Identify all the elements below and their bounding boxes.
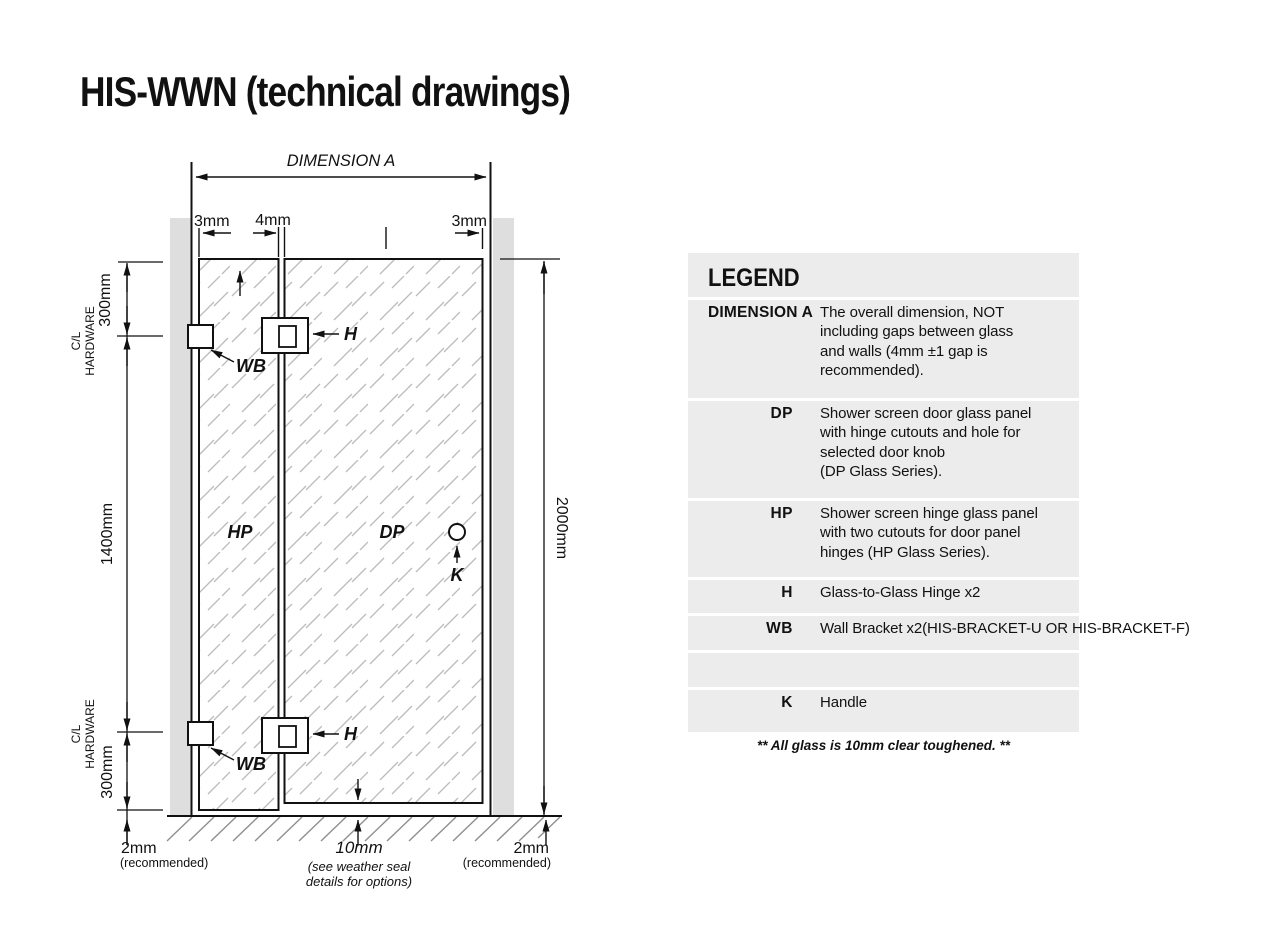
dp-panel-label: DP xyxy=(379,522,405,542)
legend-desc xyxy=(820,303,1079,381)
hinge-top-label: H xyxy=(344,324,357,344)
legend-desc-line: including gaps between glass xyxy=(820,323,1014,341)
legend-desc xyxy=(820,583,1079,602)
gap-right-label: 3mm xyxy=(451,213,487,230)
hinge-bottom-label: H xyxy=(344,724,357,744)
hp-panel-label: HP xyxy=(227,522,253,542)
legend-row-hp xyxy=(688,498,1079,577)
legend-desc xyxy=(820,693,1079,712)
legend-term: DP xyxy=(770,405,793,422)
legend-desc xyxy=(820,619,1190,638)
bottom-mid-gap-note2: details for options) xyxy=(305,874,413,889)
dim-1400-label: 1400mm xyxy=(99,502,116,566)
legend-desc-line: and walls (4mm ±1 gap is xyxy=(820,342,988,360)
bottom-right-gap-label: 2mm xyxy=(513,840,549,857)
legend-header-label: LEGEND xyxy=(708,264,800,292)
wall-bracket-top-label: WB xyxy=(236,356,266,376)
page-title: HIS-WWN (technical drawings) xyxy=(80,68,571,115)
legend-desc xyxy=(820,404,1079,482)
bottom-mid-gap-note1: (see weather seal xyxy=(307,859,411,874)
legend-term: K xyxy=(781,694,793,711)
cl-hardware-top-line1: C/L xyxy=(69,331,83,351)
legend-desc-line: Wall Bracket x2(HIS-BRACKET-U OR HIS-BRACKET-F) xyxy=(820,620,1190,637)
bottom-left-gap-label: 2mm xyxy=(121,840,157,857)
legend-footnote: ** All glass is 10mm clear toughened. ** xyxy=(756,738,1011,753)
legend-desc-line: with hinge cutouts and hole for xyxy=(820,424,1021,442)
legend-desc-line: recommended). xyxy=(820,362,924,380)
cl-hardware-top-line2: HARDWARE xyxy=(83,306,97,376)
legend-desc-line: (DP Glass Series). xyxy=(820,463,943,481)
legend-row-dp xyxy=(688,398,1079,498)
legend-desc-line: Glass-to-Glass Hinge x2 xyxy=(820,584,981,601)
bottom-mid-gap-label: 10mm xyxy=(335,838,383,857)
wall-bracket-bottom-label: WB xyxy=(236,754,266,774)
legend-desc-line: The overall dimension, NOT xyxy=(820,304,1005,321)
handle-label: K xyxy=(450,565,464,585)
legend-desc xyxy=(820,504,1079,562)
legend-desc-line: hinges (HP Glass Series). xyxy=(820,543,990,561)
hinge-top xyxy=(262,318,308,353)
legend-desc-line: Shower screen door glass panel xyxy=(820,405,1032,422)
legend-row-dimension-a xyxy=(688,297,1079,398)
legend-term: DIMENSION A xyxy=(708,304,813,321)
legend-row-k xyxy=(688,687,1079,732)
dimension-a-label: DIMENSION A xyxy=(286,152,396,170)
dim-2000-label: 2000mm xyxy=(553,496,570,560)
handle-hole xyxy=(449,524,465,540)
legend-term: WB xyxy=(766,620,793,637)
legend-term: H xyxy=(781,584,793,601)
wall-bracket-bottom xyxy=(188,722,213,745)
wall-right xyxy=(493,218,514,816)
gap-mid-label: 4mm xyxy=(255,212,291,229)
gap-left-label: 3mm xyxy=(194,213,230,230)
hinge-bottom xyxy=(262,718,308,753)
bottom-left-gap-note: (recommended) xyxy=(120,856,209,870)
legend-row-h xyxy=(688,577,1079,613)
legend-row-spacer xyxy=(688,650,1079,687)
dim-300-bottom-label: 300mm xyxy=(99,745,116,799)
cl-hardware-bottom-line1: C/L xyxy=(69,724,83,744)
gap-ticks xyxy=(199,227,483,257)
legend-desc-line: Handle xyxy=(820,694,867,711)
bottom-right-gap-note: (recommended) xyxy=(462,856,551,870)
wall-bracket-top xyxy=(188,325,213,348)
dim-300-top-label: 300mm xyxy=(97,273,114,327)
legend-row-wb xyxy=(688,613,1190,650)
legend-desc-line: selected door knob xyxy=(820,443,945,461)
cl-hardware-bottom-line2: HARDWARE xyxy=(83,699,97,769)
legend-header xyxy=(688,253,1079,297)
legend-desc-line: with two cutouts for door panel xyxy=(820,524,1021,542)
legend-desc-line: Shower screen hinge glass panel xyxy=(820,505,1038,522)
legend-panel xyxy=(688,253,1190,732)
legend-term: HP xyxy=(770,505,793,522)
